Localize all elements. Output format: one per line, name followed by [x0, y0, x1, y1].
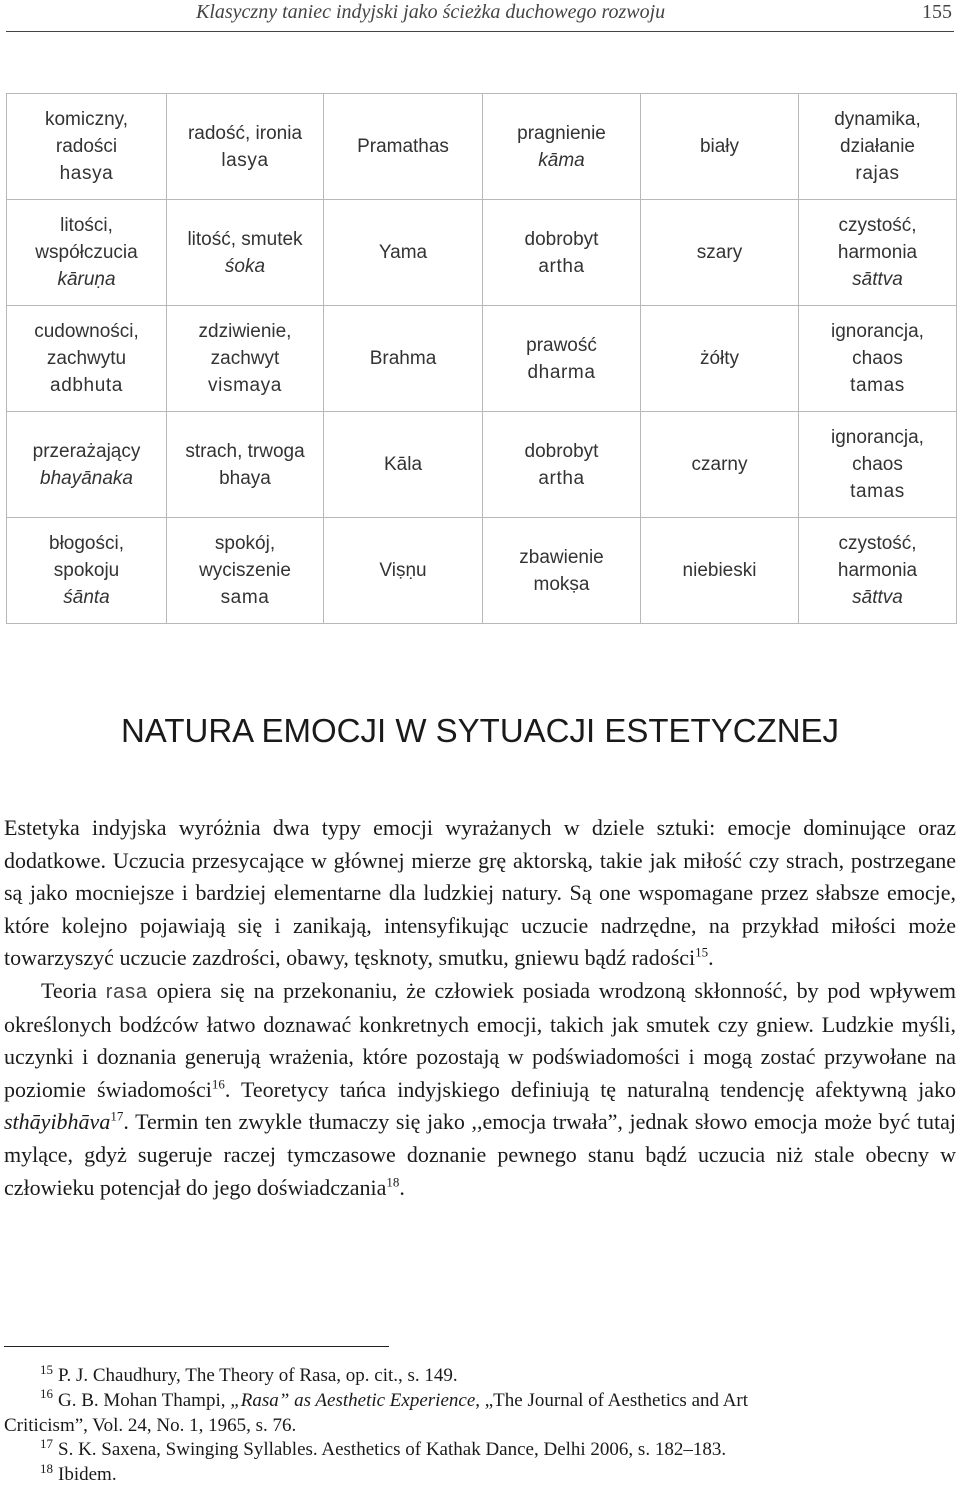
table-cell: błogości, spokoju śānta: [7, 518, 167, 624]
running-header: [6, 0, 954, 32]
rasa-table: [6, 93, 957, 624]
table-cell: prawość dharma: [483, 306, 641, 412]
table-cell: czystość, harmonia sāttva: [799, 518, 957, 624]
table-cell: litości, współczucia kāruṇa: [7, 200, 167, 306]
table-cell: Pramathas: [324, 94, 483, 200]
table-row: [7, 306, 957, 412]
table-cell: pragnienie kāma: [483, 94, 641, 200]
section-heading: NATURA EMOCJI W SYTUACJI ESTETYCZNEJ: [120, 712, 840, 749]
table-cell: Yama: [324, 200, 483, 306]
table-row: [7, 200, 957, 306]
table-cell: zdziwienie, zachwyt vismaya: [167, 306, 324, 412]
table-row: [7, 412, 957, 518]
footnote-ref: 17: [110, 1109, 124, 1125]
table-cell: dobrobyt artha: [483, 412, 641, 518]
table-row: [7, 94, 957, 200]
footnotes: [4, 1361, 956, 1488]
footnote: $^{18}$ Ibidem.: [40, 1460, 117, 1486]
footnote-ref: 15: [695, 945, 709, 961]
table-cell: szary: [641, 200, 799, 306]
table-row: [7, 518, 957, 624]
table-cell: zbawienie mokṣa: [483, 518, 641, 624]
footnote-ref: 16: [211, 1076, 225, 1092]
table-cell: radość, ironia lasya: [167, 94, 324, 200]
table-cell: biały: [641, 94, 799, 200]
table-cell: ignorancja, chaos tamas: [799, 306, 957, 412]
paragraph: Estetyka indyjska wyróżnia dwa typy emocji wyrażanych w dziele sztuki: emocje dominujące oraz dodatkowe. Uczucia przesycające w głównej mierze grę aktorską, takie jak miłość czy strach, postrzegane są jako mocniejsze i bardziej elementarne dla ludzkiej natury. Są one wspomagane przez słabsze emocje, które kolejno pojawiają się i zanikają, intensyfikując uczucie nadrzędne, na przykład miłości może towarzyszyć uczucie zazdrości, obawy, tęsknoty, smutku, gniewu bądź radości$^{15}$.: [4, 815, 956, 971]
footnote: $^{17}$ S. K. Saxena, Swinging Syllables. Aesthetics of Kathak Dance, Delhi 2006, s. 182–183.: [40, 1436, 727, 1461]
page-number: 155: [922, 1, 952, 23]
table-cell: komiczny, radości hasya: [7, 94, 167, 200]
running-title: Klasyczny taniec indyjski jako ścieżka duchowego rozwoju: [196, 1, 666, 23]
table-cell: ignorancja, chaos tamas: [799, 412, 957, 518]
table-cell: Brahma: [324, 306, 483, 412]
table-cell: dynamika, działanie rajas: [799, 94, 957, 200]
table-cell: strach, trwoga bhaya: [167, 412, 324, 518]
table-cell: przerażający bhayānaka: [7, 412, 167, 518]
table-cell: żółty: [641, 306, 799, 412]
footnote-separator: [4, 1346, 389, 1347]
footnote: $^{16}$ G. B. Mohan Thampi, „Rasa” as Aesthetic Experience, „The Journal of Aesthetics and Art Criticism”, Vol. 24, No. 1, 1965, s. 76.: [4, 1386, 749, 1436]
table-cell: Viṣṇu: [324, 518, 483, 624]
paragraph: Teoria rasa opiera się na przekonaniu, że człowiek posiada wrodzoną skłonność, by pod wpływem określonych bodźców łatwo doznawać konkretnych emocji, takich jak smutek czy gniew. Ludzkie myśli, uczynki i doznania generują wrażenia, które pozostają w podświadomości i mogą zostać przywołane na poziomie świadomości$^{16}$. Teoretycy tańca indyjskiego definiują tę naturalną tendencję afektywną jako sthāyibhāva$^{17}$. Termin ten zwykle tłumaczy się jako ,,emocja trwała”, jednak słowo emocja może być tutaj mylące, gdyż sugeruje raczej tymczasowe doznanie pewnego stanu bądź uczucia niż stale obecny w człowieku potencjał do jego doświadczania$^{18}$.: [4, 977, 956, 1200]
table-cell: czystość, harmonia sāttva: [799, 200, 957, 306]
table-cell: czarny: [641, 412, 799, 518]
footnote-ref: 18: [386, 1174, 400, 1190]
table-cell: spokój, wyciszenie sama: [167, 518, 324, 624]
table-cell: niebieski: [641, 518, 799, 624]
term-sthayibhava: sthāyibhāva: [4, 1109, 111, 1135]
footnote: $^{15}$ P. J. Chaudhury, The Theory of Rasa, op. cit., s. 149.: [40, 1361, 458, 1386]
table-cell: dobrobyt artha: [483, 200, 641, 306]
table-cell: cudowności, zachwytu adbhuta: [7, 306, 167, 412]
term-rasa: rasa: [105, 980, 148, 1003]
table-cell: litość, smutek śoka: [167, 200, 324, 306]
table-cell: Kāla: [324, 412, 483, 518]
body-text: [4, 812, 956, 1204]
